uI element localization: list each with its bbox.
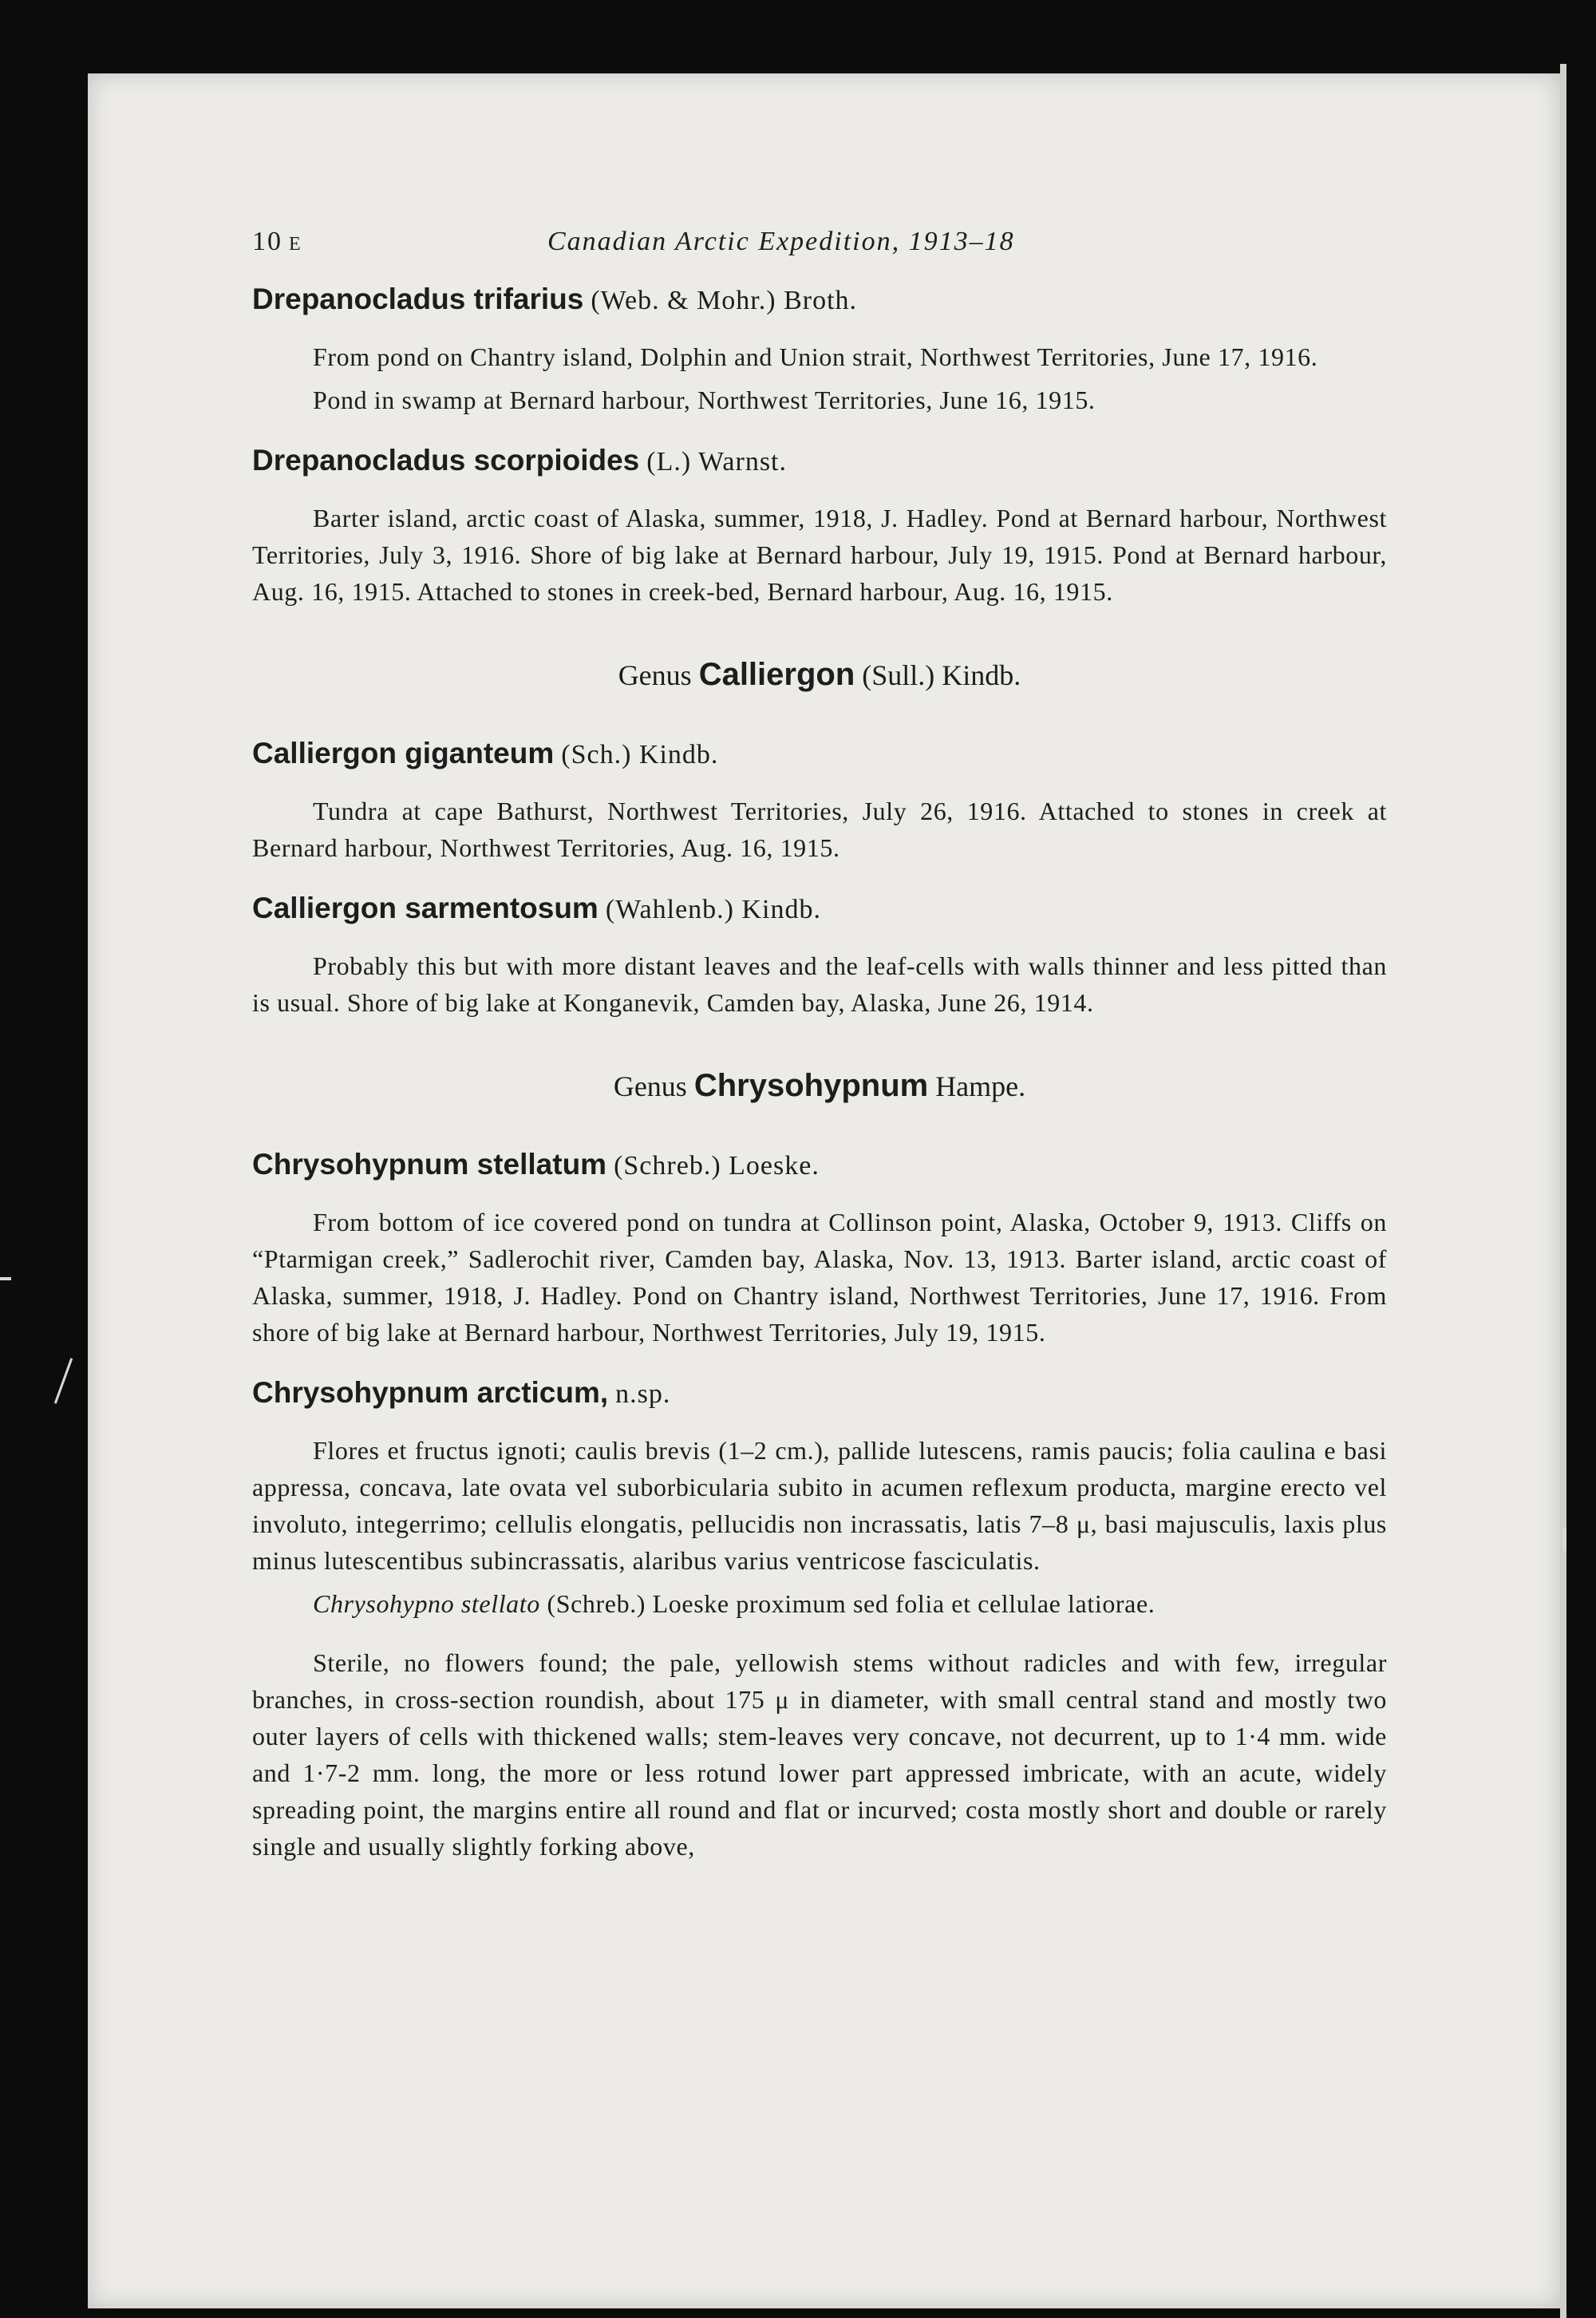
species-name: Chrysohypnum stellatum xyxy=(252,1148,607,1181)
species-name: Calliergon sarmentosum xyxy=(252,892,598,924)
locality-paragraph: Pond in swamp at Bernard harbour, Northwest Territories, June 16, 1915. xyxy=(313,386,1096,414)
affinity-text: (Schreb.) Loeske proximum sed folia et cellulae latiorae. xyxy=(539,1589,1156,1618)
species-heading xyxy=(252,279,1387,321)
genus-heading xyxy=(252,1067,1387,1105)
latin-diagnosis: Flores et fructus ignoti; caulis brevis (1–2 cm.), pallide lutescens, ramis paucis; folia caulina e basi appressa, concava, late ovata vel suborbicularia subito in acumen reflexum producta, margine erecto vel involuto, integerrimo; cellulis elongatis, pellucidis non incrassatis, latis 7–8 μ, basi majusculis, laxis plus minus lutescentibus subincrassatis, alaribus varius ventricose fasciculatis. xyxy=(252,1436,1387,1575)
running-title: Canadian Arctic Expedition, 1913–18 xyxy=(547,227,1015,256)
species-heading xyxy=(252,888,1387,930)
affinity-note xyxy=(252,1585,1387,1622)
affinity-species: Chrysohypno stellato xyxy=(313,1589,540,1618)
document-page xyxy=(252,223,1387,1887)
genus-heading xyxy=(252,656,1387,694)
edge-mark xyxy=(54,1358,73,1403)
species-heading xyxy=(252,441,1387,482)
species-description: Sterile, no flowers found; the pale, yellowish stems without radicles and with few, irregular branches, in cross-section roundish, about 175 μ in diameter, with small central stand and mostly two outer layers of cells with thickened walls; stem-leaves very concave, not decurrent, up to 1·4 mm. wide and 1·7-2 mm. long, the more or less rotund lower part appressed imbricate, with an acute, widely spreading point, the margins entire all round and flat or incurved; costa mostly short and double or rarely single and usually slightly forking above, xyxy=(252,1648,1387,1861)
species-authority: (Web. & Mohr.) Broth. xyxy=(591,286,858,315)
species-authority: (L.) Warnst. xyxy=(646,447,788,477)
species-entry xyxy=(252,279,1387,418)
species-entry xyxy=(252,1373,1387,1865)
locality-paragraph: From bottom of ice covered pond on tundra at Collinson point, Alaska, October 9, 1913. Cliffs on “Ptarmigan creek,” Sadlerochit river, Camden bay, Alaska, Nov. 13, 1913. Barter island, arctic coast of Alaska, summer, 1918, J. Hadley. Pond on Chantry island, Northwest Territories, June 17, 1916. From shore of big lake at Bernard harbour, Northwest Territories, July 19, 1915. xyxy=(252,1208,1387,1347)
running-head xyxy=(252,223,1387,271)
locality-paragraph: Tundra at cape Bathurst, Northwest Territories, July 26, 1916. Attached to stones in creek at Bernard harbour, Northwest Territories, Aug. 16, 1915. xyxy=(252,797,1387,862)
species-authority: n.sp. xyxy=(615,1379,671,1409)
adjacent-page-edge xyxy=(1560,64,1566,2318)
species-entry xyxy=(252,441,1387,610)
species-heading xyxy=(252,734,1387,775)
species-authority: (Wahlenb.) Kindb. xyxy=(605,895,821,924)
species-heading xyxy=(252,1373,1387,1414)
genus-prefix: Genus xyxy=(618,659,692,691)
edge-mark xyxy=(0,1277,11,1280)
genus-name: Calliergon xyxy=(698,657,855,692)
locality-paragraph: Barter island, arctic coast of Alaska, summer, 1918, J. Hadley. Pond at Bernard harbour, Northwest Territories, July 3, 1916. Shore of big lake at Bernard harbour, July 19, 1915. Pond at Bernard harbour, Aug. 16, 1915. Attached to stones in creek-bed, Bernard harbour, Aug. 16, 1915. xyxy=(252,504,1387,606)
genus-prefix: Genus xyxy=(613,1070,687,1102)
species-name: Drepanocladus trifarius xyxy=(252,283,584,315)
species-entry xyxy=(252,888,1387,1021)
edge-mark xyxy=(1562,1529,1566,1551)
species-authority: (Sch.) Kindb. xyxy=(561,740,719,769)
locality-paragraph: From pond on Chantry island, Dolphin and Union strait, Northwest Territories, June 17, 1916. xyxy=(313,342,1318,371)
species-authority: (Schreb.) Loeske. xyxy=(614,1151,820,1181)
genus-authority: (Sull.) Kindb. xyxy=(862,659,1021,691)
genus-authority: Hampe. xyxy=(935,1070,1026,1102)
page-number: 10 E xyxy=(252,227,302,256)
genus-name: Chrysohypnum xyxy=(693,1068,929,1103)
species-heading xyxy=(252,1145,1387,1186)
species-name: Calliergon giganteum xyxy=(252,737,555,769)
species-entry xyxy=(252,1145,1387,1351)
locality-paragraph: Probably this but with more distant leaves and the leaf-cells with walls thinner and less pitted than is usual. Shore of big lake at Konganevik, Camden bay, Alaska, June 26, 1914. xyxy=(252,951,1387,1017)
section-letter: E xyxy=(289,234,302,255)
species-name: Drepanocladus scorpioides xyxy=(252,444,640,477)
species-entry xyxy=(252,734,1387,866)
species-name: Chrysohypnum arcticum, xyxy=(252,1376,609,1409)
